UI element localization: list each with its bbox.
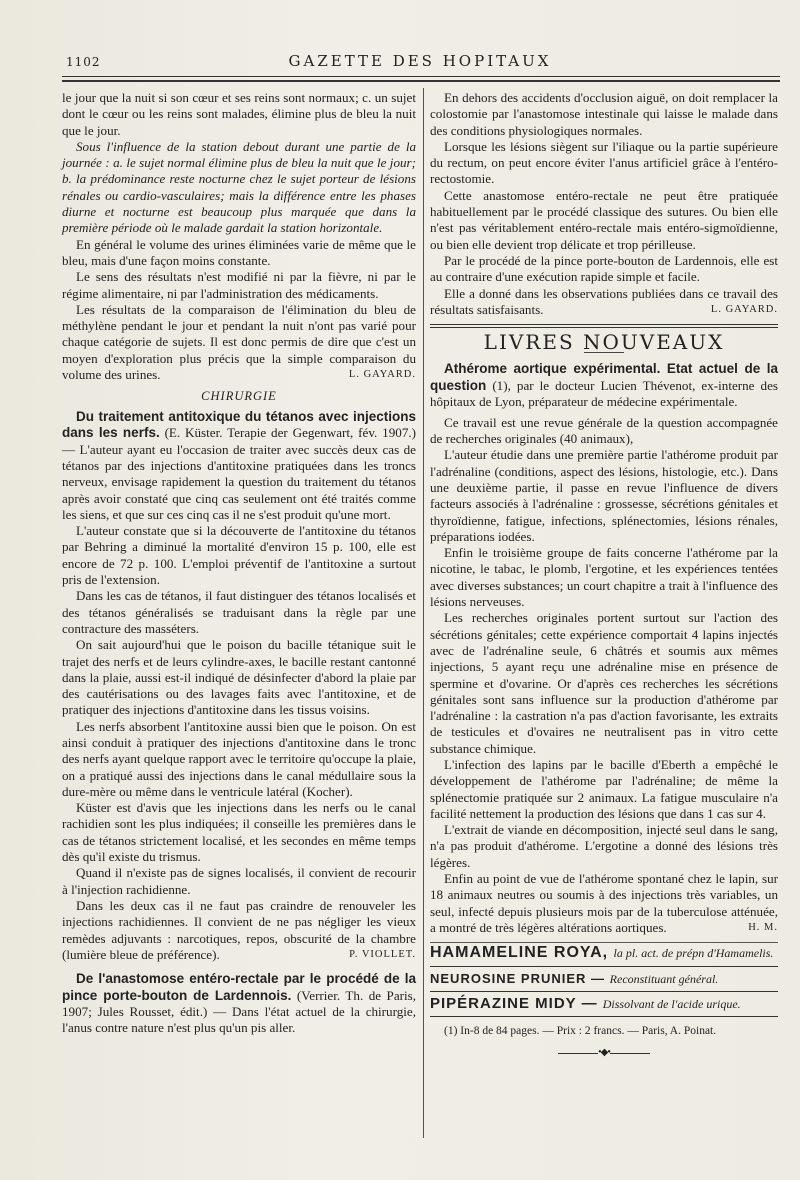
paragraph: L'infection des lapins par le bacille d'Eberth a empêché le développement de l'athérome par l'adrénaline; de même la splénectomie pratiquée sur 2 animaux. La fatigue musculaire n'a facilité nettement la production des lésions que dans 1 cas sur 4. — [430, 756, 778, 821]
paragraph: L'extrait de viande en décomposition, injecté seul dans le sang, n'a pas produit d'athérome. L'ergotine a donné des lésions très légères. — [430, 822, 778, 870]
article-reference: (Verrier. Th. de Paris, 1907; Jules Rousset, édit.) — Dans l'état actuel de la chirurgie, l'anus contre nature n'est plus qu'un pis aller. — [62, 987, 417, 1036]
paragraph: Dans les deux cas il ne faut pas craindre de renouveler les injections rachidiennes. Il convient de ne pas négliger les vieux remèdes adjuvants : narcotiques, repos, obscurité de la chambre (lumière bleue de préférence). P. VIOLLET. — [62, 897, 416, 962]
ad-rule — [430, 1016, 778, 1017]
article-title: Du traitement antitoxique du tétanos avec injections dans les nerfs. — [62, 408, 416, 441]
journal-title: GAZETTE DES HOPITAUX — [288, 52, 552, 70]
paragraph: L'auteur constate que si la découverte de l'antitoxine du tétanos par Behring a diminué la mortalité d'environ 15 p. 100, elle est encore de 72 p. 100. L'emploi préventif de l'antitoxine a surtout pris de l'extension. — [62, 523, 416, 588]
ad-rule — [430, 942, 778, 943]
column-divider — [423, 88, 424, 1138]
ad-rule — [430, 966, 778, 967]
page-number: 1102 — [66, 55, 101, 69]
paragraph: Enfin au point de vue de l'athérome spontané chez le lapin, sur 18 animaux neutres ou soumis à des injections très variables, un seul, infecté depuis plusieurs mois par de la tuberculose atténuée, a montré de très légères altérations aortiques. H. M. — [430, 871, 778, 935]
ad-rule — [430, 991, 778, 992]
section-heading: CHIRURGIE — [201, 389, 277, 404]
paragraph: Elle a donné dans les observations publiées dans ce travail des résultats satisfaisants. L. GAYARD. — [430, 285, 778, 317]
paragraph: Küster est d'avis que les injections dans les nerfs ou le canal rachidien sont les plus indiquées; il conseille les premières dans le cas de tétanos strictement localisé, et les secondes en même temps dès qu'il existe du trismus. — [62, 800, 416, 865]
paragraph: Par le procédé de la pince porte-bouton de Lardennois, elle est au contraire d'une exécution rapide simple et facile. — [430, 252, 778, 285]
paragraph: Lorsque les lésions siègent sur l'iliaque ou la partie supérieure du rectum, on peut encore éviter l'anus artificiel grâce à l'entéro-rectostomie. — [430, 138, 778, 187]
paragraph: En général le volume des urines éliminées varie de même que le bleu, mais d'une façon moins constante. — [62, 236, 416, 268]
paragraph: Cette anastomose entéro-rectale ne peut être pratiquée habituellement par le procédé classique des sutures. Ou bien elle n'est pas véritablement entéro-rectale mais entéro-sigmoïdienne, ou bien elle devient trop délicate et trop périlleuse. — [430, 187, 778, 252]
paragraph: Les résultats de la comparaison de l'élimination du bleu de méthylène pendant le jour et pendant la nuit n'ont pas varié pour chaque catégorie de sujets. Il est donc permis de dire que c'est un moyen d'exploration plus précis que la simple comparaison du volume des urines. L. GAYARD. — [62, 301, 416, 383]
paragraph: Le sens des résultats n'est modifié ni par la fièvre, ni par le régime alimentaire, ni par l'administration des médicaments. — [62, 269, 416, 301]
right-column — [430, 90, 778, 1062]
paragraph: Sous l'influence de la station debout durant une partie de la journée : a. le sujet normal élimine plus de bleu la nuit que le jour; b. la prédominance reste nocturne chez le sujet porteur de lésions rénales ou cardio-vasculaires; mais la différence entre les phases diurne et nocturne est beaucoup plus marquée que dans la première période où le malade gardait la station horizontale. — [62, 138, 416, 236]
paragraph: On sait aujourd'hui que le poison du bacille tétanique suit le trajet des nerfs et de leurs cylindre-axes, le bacille restant cantonné dans la plaie, aussi est-il indiqué de désinfecter d'abord la plaie par des cautérisations ou des lavages faits avec l'antitoxine, et de pratiquer des injections d'antitoxine dans les tissus voisins. — [62, 637, 416, 718]
paragraph: En dehors des accidents d'occlusion aiguë, on doit remplacer la colostomie par l'anastomose intestinale qui laisse le malade dans des conditions physiologiques normales. — [430, 90, 778, 138]
page-header — [60, 52, 780, 74]
article-title: De l'anastomose entéro-rectale par le procédé de la pince porte-bouton de Lardennois. — [62, 971, 416, 1003]
author-signature: L. GAYARD. — [710, 303, 778, 315]
ornament-rule: •◆• — [430, 1045, 778, 1061]
author-signature: L. GAYARD. — [348, 369, 416, 381]
left-column — [62, 90, 416, 1037]
advertisement-neurosine: NEUROSINE PRUNIER — Reconstituant général. — [430, 970, 719, 986]
paragraph: L'auteur étudie dans une première partie l'athérome produit par l'adrénaline (conditions, aspect des lésions, histologie, etc.). Dans une deuxième partie, il passe en revue l'influence de divers facteurs associés à l'adrénaline : grossesse, sécrétions génitales et thyroïdienne, fatigue, infections, splénectomies, lésions rénales, préparations iodées. — [430, 447, 778, 544]
advertisement-piperazine: PIPÉRAZINE MIDY — Dissolvant de l'acide urique. — [430, 994, 741, 1012]
article — [62, 409, 416, 523]
review — [430, 361, 778, 410]
paragraph: Quand il n'existe pas de signes localisés, il convient de recourir à l'injection rachidienne. — [62, 865, 416, 897]
article-reference: (E. Küster. Terapie der Gegenwart, fév. 1907.) — L'auteur ayant eu l'occasion de traiter avec succès deux cas de tétanos par des injections d'antitoxine pratiquées dans les troncs nerveux, envisage rapidement la question du traitement du tétanos après avoir constaté que cinq cas seulement ont été traités comme les siens, et que sur ces cinq cas il ne s'est produit qu'une mort. — [62, 425, 416, 522]
paragraph: Ce travail est une revue générale de la question accompagnée de recherches originales (40 animaux), — [430, 414, 778, 447]
advertisement-hamameline: HAMAMELINE ROYA, la pl. act. de prépn d'Hamamelis. — [430, 944, 774, 962]
author-signature: P. VIOLLET. — [349, 948, 416, 960]
book-title: Athérome aortique expérimental. Etat actuel de la question — [430, 361, 778, 393]
book-reference: (1), par le docteur Lucien Thévenot, ex-interne des hôpitaux de Lyon, préparateur de médecine expérimentale. — [430, 377, 779, 410]
paragraph: le jour que la nuit si son cœur et ses reins sont normaux; c. un sujet dont le cœur ou les reins sont malades, élimine plus de bleu la nuit que le jour. — [62, 90, 416, 138]
paragraph: Les nerfs absorbent l'antitoxine aussi bien que le poison. On est ainsi conduit à pratiquer des injections d'antitoxine dans le tronc des nerfs ayant quelque rapport avec le territoire qu'occupe la plaie, on a pratiqué aussi des injections dans le canal médullaire sous la dure-mère ou même dans le ventricule latéral (Kocher). — [62, 718, 416, 799]
section-heading-livres: LIVRES NOUVEAUX — [483, 330, 725, 355]
paragraph: Dans les cas de tétanos, il faut distinguer des tétanos localisés et des tétanos généralisés se traduisant dans la règle par une contracture des masséters. — [62, 588, 416, 636]
article — [62, 971, 416, 1037]
section-rule — [430, 324, 778, 328]
footnote: (1) In-8 de 84 pages. — Prix : 2 francs. — Paris, A. Poinat. — [444, 1025, 717, 1038]
paragraph: Les recherches originales portent surtout sur l'action des sécrétions génitales; cette expérience comportait 4 lapins injectés avec de l'adrénaline seule, 6 châtrés et soumis aux mêmes injections, 5 ayant reçu une adrénaline mise en présence de spermine et d'ovarine. Or d'après ces recherches les sécrétions génitales sont sans influence sur la production d'athérome par l'adrénaline : la castration n'a pas d'action favorisante, les extraits de testicules et d'ovaires ne neutralisent pas in vitro cette substance chimique. — [430, 610, 778, 756]
author-signature: H. M. — [748, 921, 778, 933]
paragraph: Enfin le troisième groupe de faits concerne l'athérome par la nicotine, le tabac, le plomb, l'ergotine, et les expériences tentées avec diverses substances; un court chapitre a trait à l'influence des lésions nerveuses. — [430, 545, 778, 610]
header-rule — [62, 76, 780, 82]
